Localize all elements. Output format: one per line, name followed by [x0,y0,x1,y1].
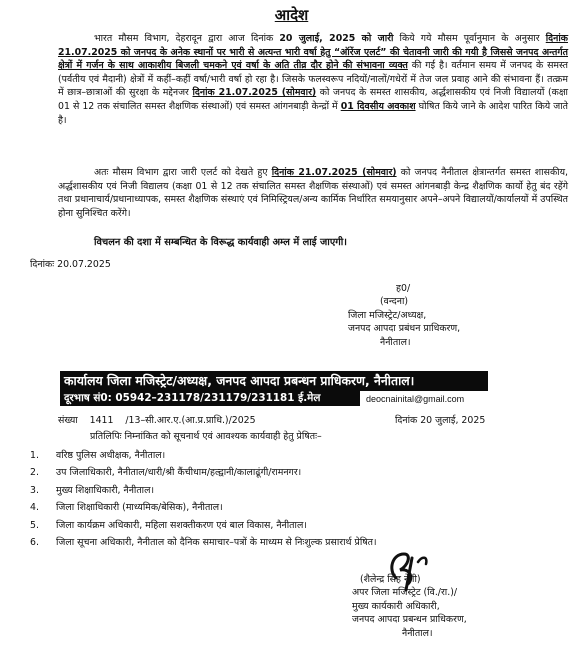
sig1-initial: ह0/ [396,283,411,294]
list-item: 1. वरिष्ठ पुलिस अधीक्षक, नैनीताल। [30,450,166,461]
reference-date: दिनांक 20 जुलाई, 2025 [395,415,486,426]
para1-text-h: घोषित किये जाने के आदेश पारित किये जाते है। [58,100,568,126]
paragraph-warning: विचलन की दशा में सम्बन्धित के विरूद्ध कार्यवाही अम्ल में लाई जाएगी। [94,237,347,248]
sig1-name: (वन्दना) [380,296,409,308]
list-item: 5. जिला कार्यक्रम अधिकारी, महिला सशक्तीकरण एवं बाल विकास, नैनीताल। [30,519,307,531]
para1-holiday: 01 दिवसीय अवकाश [340,100,416,112]
email-address: deocnainital@gmail.com [366,394,465,404]
list-item: 3. मुख्य शिक्षाधिकारी, नैनीताल। [30,484,155,496]
list-item: 6. जिला सूचना अधिकारी, नैनीताल को दैनिक समाचार–पत्रों के माध्यम से निःशुल्क प्रसारार्थ प्रेषित। [30,537,377,549]
para1-text-d: की गई है। वर्तमान समय में जनपद के समस्त (पर्वतीय एवं मैदानी) क्षेत्रों में कहीं–कहीं वर्षा/भारी वर्षा हो रहा है। जिसके फलस्वरूप नदियों/नालों/गधेरों में तेज जल प्रवाह आने की संभावना हैं। तत्क्रम में छात्र–छात्राओं की सुरक्षा के मद्देनजर [58,60,569,99]
list-item: 2. उप जिलाधिकारी, नैनीताल/धारी/श्री कैंचीधाम/हल्द्वानी/कालाढूंगी/रामनगर। [30,467,302,479]
copy-to-list [30,447,570,551]
para2-date: दिनांक 21.07.2025 (सोमवार) [271,167,397,178]
sig2-ceo: मुख्य कार्यकारी अधिकारी, [352,600,440,612]
sig1-authority: जनपद आपदा प्रबंधन प्राधिकरण, [348,323,461,335]
sig1-designation: जिला मजिस्ट्रेट/अध्यक्ष, [348,309,427,321]
order-date: दिनांकः 20.07.2025 [30,259,111,270]
sig2-name: (शैलेन्द्र सिंह नेगी) [360,574,421,585]
reference-number: संख्या 1411 /13–सी.आर.ए.(आ.प्र.प्राधि.)/2025 [58,415,256,426]
phone-email-bar: दूरभाष सं0: 05942–231178/231179/231181 ई.मेल [60,391,360,406]
para2-text-c: को जनपद नैनीताल क्षेत्रान्तर्गत समस्त शासकीय, अर्द्धशासकीय एवं निजी विद्यालय (कक्षा 01 से 12 तक संचालित समस्त शैक्षणिक संस्थाओं) एवं समस्त आंगनबाड़ी केन्द्र शैक्षणिक कार्यो हेतु बंद रहेंगे तथा प्रधानाचार्य/प्रधानाध्यापक, समस्त शैक्षणिक संस्थाएं एवं निमिस्ट्रियल/अन्य कार्मिक निर्धारित समयानुसार अपने–अपने विद्यालयों/कार्यालयों में उपस्थित होना सुनिश्चित करेंगे। [58,167,568,219]
copy-to-heading: प्रतिलिपिः निम्नांकित को सूचनार्थ एवं आवश्यक कार्यवाही हेतु प्रेषितः– [90,431,322,442]
sig2-designation: अपर जिला मजिस्ट्रेट (वि./रा.)/ [352,587,458,599]
para1-date: 20 जुलाई, 2025 को जारी [279,33,394,44]
office-header: कार्यालय जिला मजिस्ट्रेट/अध्यक्ष, जनपद आपदा प्रबन्धन प्राधिकरण, नैनीताल। [60,371,488,391]
para1-holiday-date: दिनांक 21.07.2025 (सोमवार) [192,87,317,99]
signature-block-adm [352,573,467,640]
paragraph-order [58,166,568,220]
paragraph-main [58,32,568,127]
list-item: 4. जिला शिक्षाधिकारी (माध्यमिक/बेसिक), नैनीताल। [30,502,223,514]
sig2-authority: जनपद आपदा प्रबन्धन प्राधिकरण, [352,614,467,626]
sig2-place: नैनीताल। [402,627,433,639]
para2-text-a: अतः मौसम विभाग द्वारा जारी एलर्ट को देखते हुए [94,167,272,178]
para1-alert-text: दिनांक 21.07.2025 को जनपद के अनेक स्थानों पर भारी से अत्यन्त भारी वर्षा हेतु “ऑरेंज एलर्ट” की चेतावनी जारी की गयी है जिससे जनपद अन्तर्गत क्षेत्रों में गर्जन के साथ आकाशीय बिजली चमकने एवं वर्षा के अति तीव्र दौर होने की संभावना व्यक्त [58,33,568,72]
sig1-place: नैनीताल। [380,336,411,348]
para1-text-a: भारत मौसम विभाग, देहरादून द्वारा आज दिनांक [94,33,280,44]
document-title: आदेश [274,6,309,24]
para1-text-f: को जनपद के समस्त शासकीय, अर्द्धशासकीय एवं निजी विद्यालयों (कक्षा 01 से 12 तक संचालित समस्त शैक्षणिक संस्थाओं) एवं समस्त आंगनबाड़ी केन्द्रों में [58,87,568,112]
signature-block-dm [348,282,460,349]
para1-text-b: किये गये मौसम पूर्वानुमान के अनुसार [393,33,546,44]
